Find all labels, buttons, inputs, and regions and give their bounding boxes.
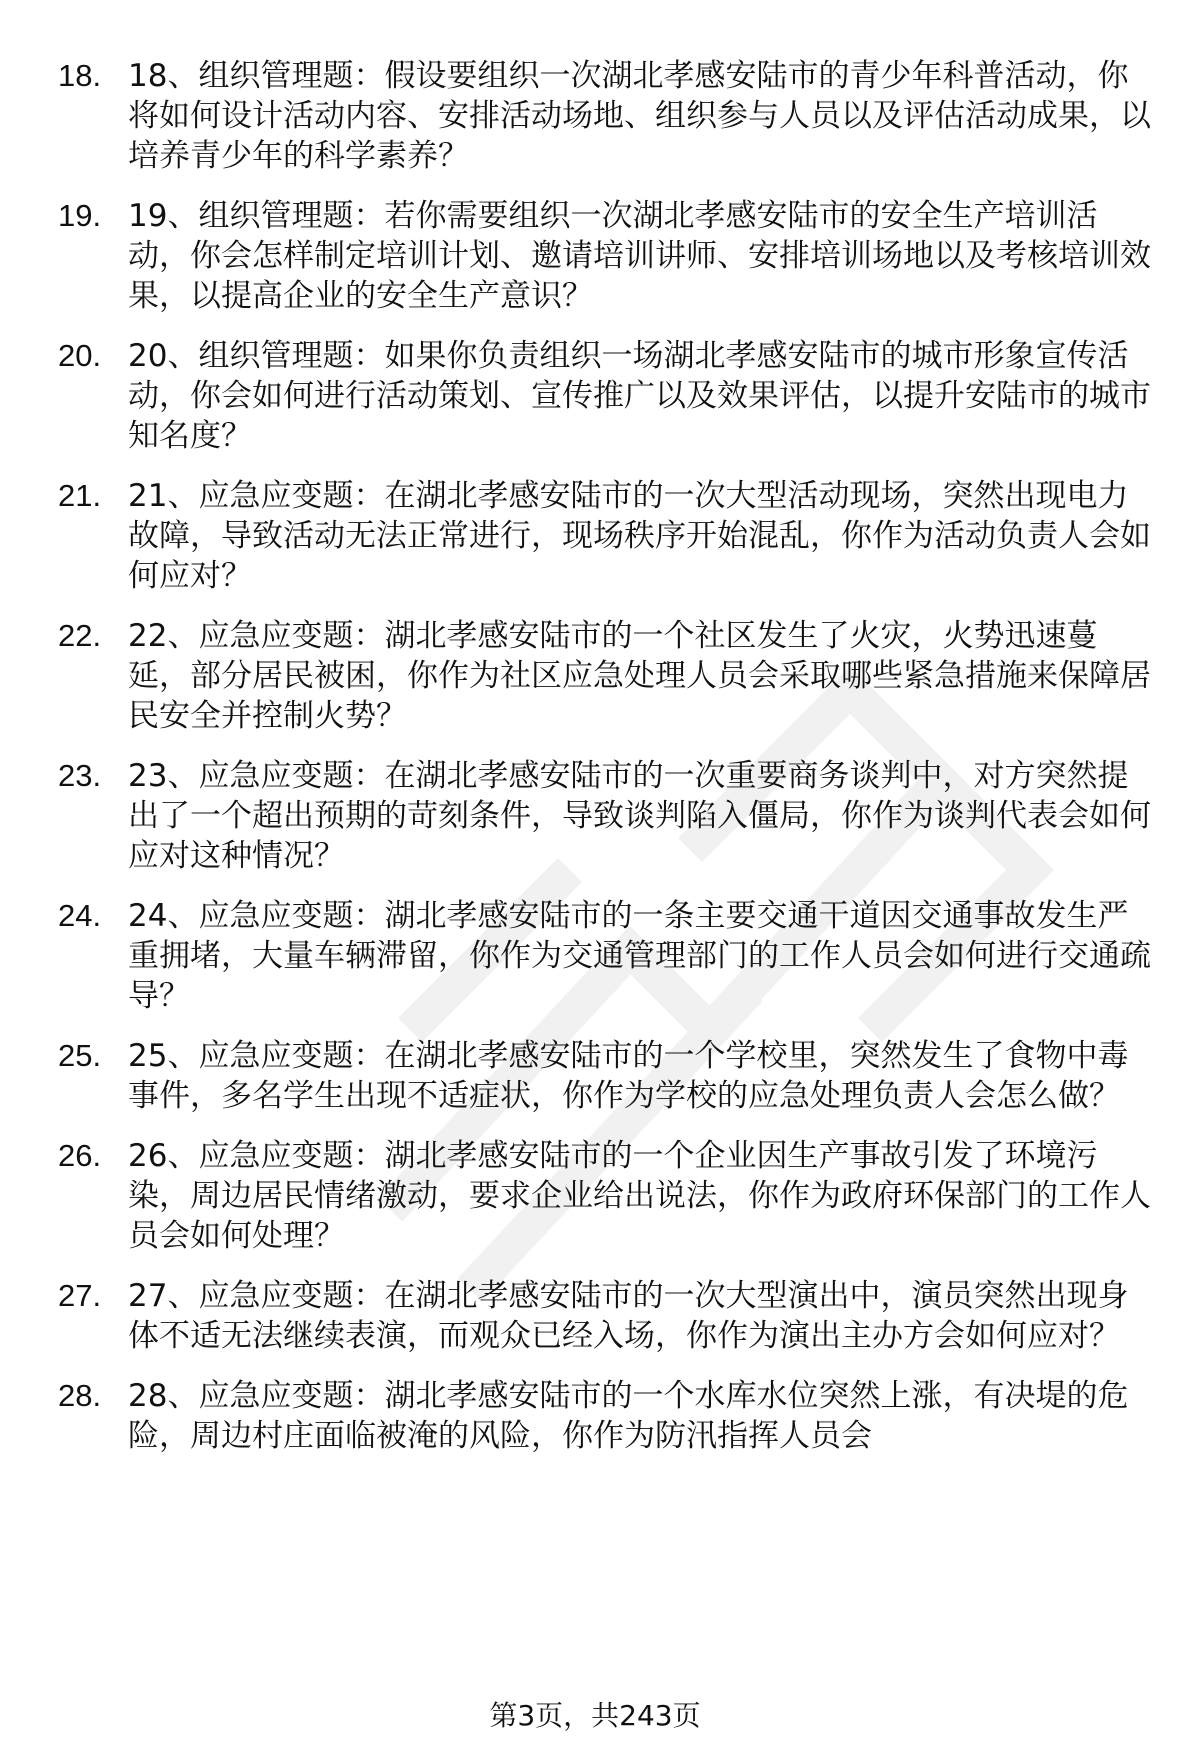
question-text: 25、应急应变题：在湖北孝感安陆市的一个学校里，突然发生了食物中毒事件，多名学生出现不适症状，你作为学校的应急处理负责人会怎么做？ (128, 1038, 1129, 1114)
question-text: 18、组织管理题：假设要组织一次湖北孝感安陆市的青少年科普活动，你将如何设计活动内容、安排活动场地、组织参与人员以及评估活动成果，以培养青少年的科学素养？ (128, 58, 1151, 174)
item-number: 24. (58, 898, 102, 933)
question-text: 27、应急应变题：在湖北孝感安陆市的一次大型演出中，演员突然出现身体不适无法继续表演，而观众已经入场，你作为演出主办方会如何应对？ (128, 1278, 1129, 1354)
list-item (58, 1276, 1158, 1356)
page-footer: 第3页，共243页 (489, 1699, 701, 1732)
question-text: 24、应急应变题：湖北孝感安陆市的一条主要交通干道因交通事故发生严重拥堵，大量车辆滞留，你作为交通管理部门的工作人员会如何进行交通疏导？ (128, 898, 1151, 1014)
question-text: 28、应急应变题：湖北孝感安陆市的一个水库水位突然上涨，有决堤的危险，周边村庄面临被淹的风险，你作为防汛指挥人员会 (128, 1378, 1129, 1454)
list-item (58, 756, 1158, 876)
list-item (58, 1036, 1158, 1116)
question-text: 23、应急应变题：在湖北孝感安陆市的一次重要商务谈判中，对方突然提出了一个超出预期的苛刻条件，导致谈判陷入僵局，你作为谈判代表会如何应对这种情况？ (128, 758, 1151, 874)
item-number: 21. (58, 478, 102, 513)
item-number: 23. (58, 758, 102, 793)
list-item (58, 56, 1158, 176)
item-number: 25. (58, 1038, 102, 1073)
list-item (58, 1376, 1158, 1456)
list-item (58, 336, 1158, 456)
item-number: 19. (58, 198, 102, 233)
list-item (58, 896, 1158, 1016)
item-number: 20. (58, 338, 102, 373)
item-number: 27. (58, 1278, 102, 1313)
item-number: 22. (58, 618, 102, 653)
list-item (58, 616, 1158, 736)
question-list (58, 56, 1158, 1476)
list-item (58, 1136, 1158, 1256)
list-item (58, 196, 1158, 316)
item-number: 28. (58, 1378, 102, 1413)
question-text: 22、应急应变题：湖北孝感安陆市的一个社区发生了火灾，火势迅速蔓延，部分居民被困，你作为社区应急处理人员会采取哪些紧急措施来保障居民安全并控制火势？ (128, 618, 1151, 734)
list-item (58, 476, 1158, 596)
question-text: 19、组织管理题：若你需要组织一次湖北孝感安陆市的安全生产培训活动，你会怎样制定培训计划、邀请培训讲师、安排培训场地以及考核培训效果，以提高企业的安全生产意识？ (128, 198, 1151, 314)
question-text: 20、组织管理题：如果你负责组织一场湖北孝感安陆市的城市形象宣传活动，你会如何进行活动策划、宣传推广以及效果评估，以提升安陆市的城市知名度？ (128, 338, 1151, 454)
question-text: 26、应急应变题：湖北孝感安陆市的一个企业因生产事故引发了环境污染，周边居民情绪激动，要求企业给出说法，你作为政府环保部门的工作人员会如何处理？ (128, 1138, 1151, 1254)
item-number: 18. (58, 58, 102, 93)
item-number: 26. (58, 1138, 102, 1173)
question-text: 21、应急应变题：在湖北孝感安陆市的一次大型活动现场，突然出现电力故障，导致活动无法正常进行，现场秩序开始混乱，你作为活动负责人会如何应对？ (128, 478, 1151, 594)
